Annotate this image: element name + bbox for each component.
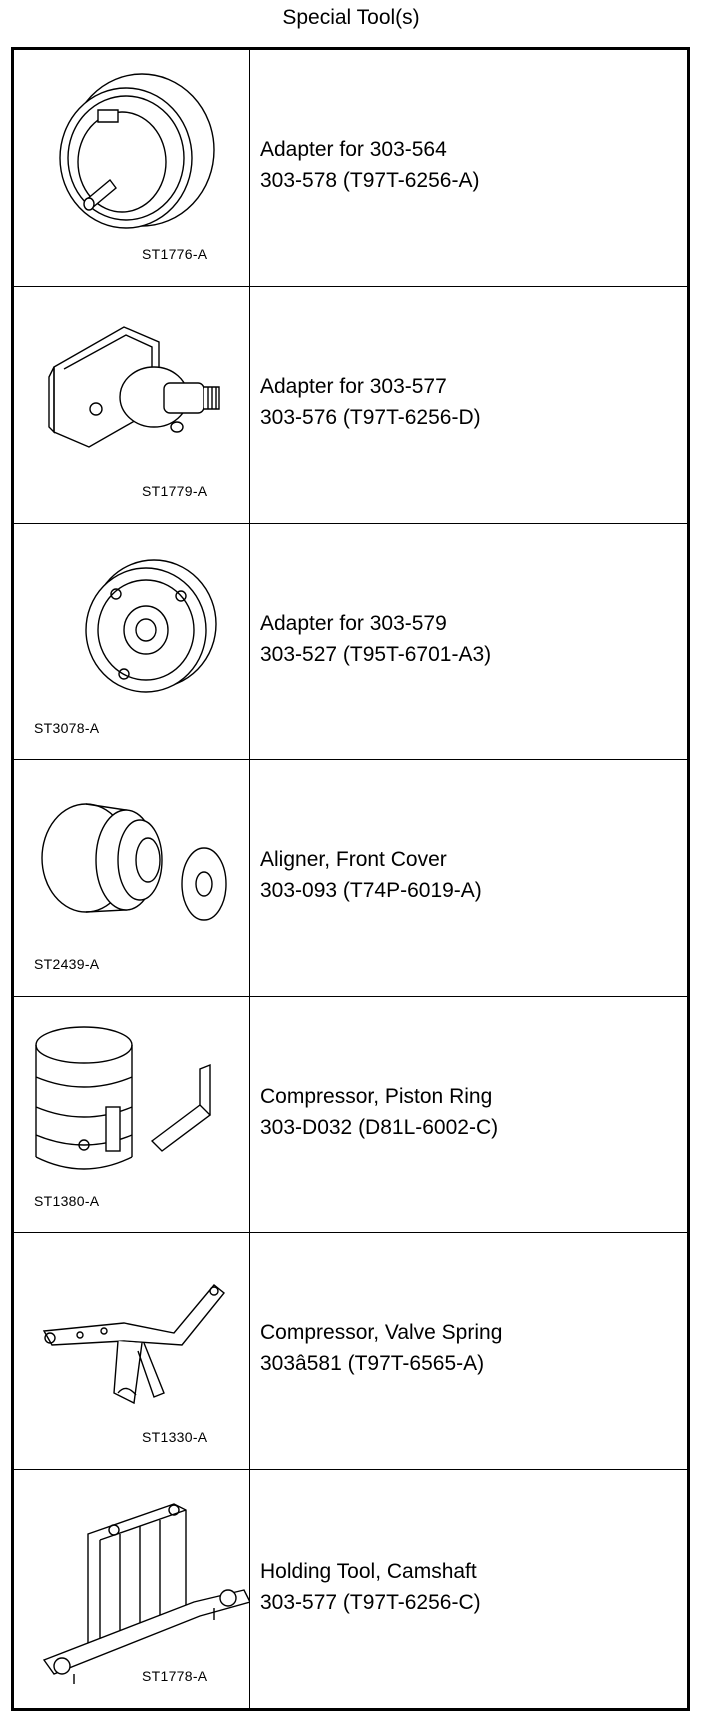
tool-number: 303-093 (T74P-6019-A) (260, 879, 482, 902)
tool-row (14, 996, 687, 1232)
tool-description (260, 371, 481, 433)
tool-name: Adapter for 303-577 (260, 375, 447, 398)
tool-name: Adapter for 303-564 (260, 138, 447, 161)
tool-number: 303-527 (T95T-6701-A3) (260, 643, 492, 666)
tool-description (260, 1081, 498, 1143)
tool-image-code: ST1380-A (34, 1193, 100, 1209)
tool-image-code: ST3078-A (34, 720, 100, 736)
tool-row (14, 1232, 687, 1469)
tool-row (14, 1469, 687, 1708)
tool-description (260, 844, 482, 906)
tool-name: Compressor, Valve Spring (260, 1321, 503, 1344)
tool-row (14, 759, 687, 996)
tool-illustration-cell (14, 524, 250, 759)
adapter-plate-illustration (14, 287, 250, 524)
tool-description (260, 134, 479, 196)
tool-illustration-cell (14, 997, 250, 1232)
tool-illustration-cell (14, 760, 250, 996)
tool-illustration-cell (14, 287, 250, 523)
valve-spring-compressor-illustration (14, 1233, 250, 1470)
tool-name: Holding Tool, Camshaft (260, 1560, 477, 1583)
tool-row (14, 523, 687, 759)
tool-description (260, 1556, 481, 1618)
tool-description (260, 608, 491, 670)
tool-illustration-cell (14, 1233, 250, 1469)
tool-image-code: ST1330-A (142, 1429, 208, 1445)
tool-number: 303-D032 (D81L-6002-C) (260, 1116, 499, 1139)
page-title: Special Tool(s) (282, 6, 420, 29)
special-tools-table (11, 47, 690, 1711)
tool-image-code: ST1776-A (142, 246, 208, 262)
camshaft-holding-tool-illustration (14, 1470, 250, 1709)
tool-row (14, 286, 687, 523)
tool-number: 303â581 (T97T-6565-A) (260, 1352, 485, 1375)
tool-row (14, 50, 687, 286)
tool-name: Aligner, Front Cover (260, 848, 447, 871)
adapter-pulley-illustration (14, 50, 250, 286)
tool-image-code: ST2439-A (34, 956, 100, 972)
tool-image-code: ST1778-A (142, 1668, 208, 1684)
tool-number: 303-578 (T97T-6256-A) (260, 169, 480, 192)
tool-name: Adapter for 303-579 (260, 612, 447, 635)
tool-description (260, 1317, 502, 1379)
tool-illustration-cell (14, 1470, 250, 1708)
tool-image-code: ST1779-A (142, 483, 208, 499)
tool-number: 303-576 (T97T-6256-D) (260, 406, 481, 429)
tool-name: Compressor, Piston Ring (260, 1085, 493, 1108)
tool-illustration-cell (14, 50, 250, 286)
tool-number: 303-577 (T97T-6256-C) (260, 1591, 481, 1614)
